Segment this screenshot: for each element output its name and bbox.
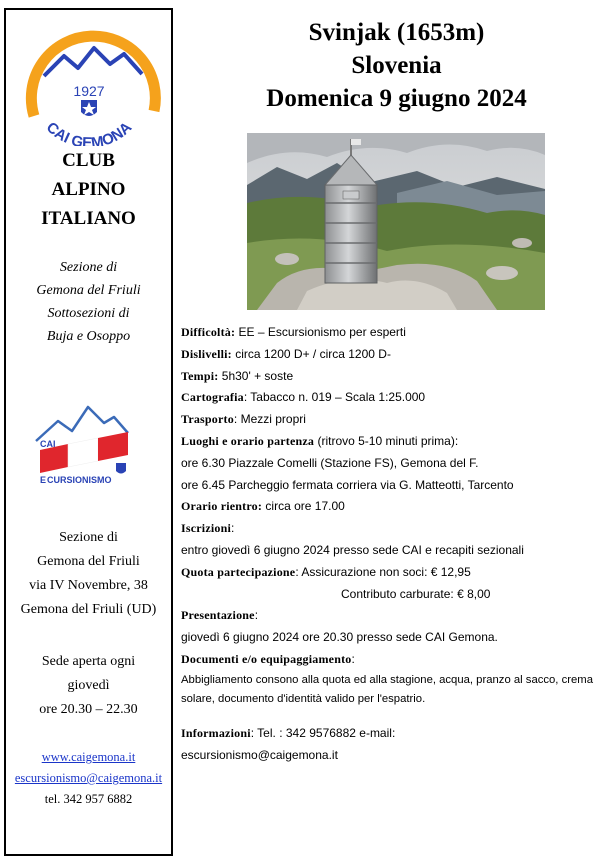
hours-line: ore 20.30 – 22.30	[39, 702, 138, 717]
cai-badge-icon	[81, 100, 97, 116]
informazioni-email: escursionismo@caigemona.it	[181, 747, 338, 762]
presentazione-label: Presentazione	[181, 608, 255, 623]
contributo-carburante: Contributo carburate: € 8,00	[341, 586, 491, 601]
cartografia-value: : Tabacco n. 019 – Scala 1:25.000	[243, 390, 426, 405]
documenti-row	[181, 649, 606, 671]
club-line: ITALIANO	[41, 208, 136, 229]
quota-row	[181, 562, 606, 584]
iscrizioni-row	[181, 518, 606, 540]
trasporto-label: Trasporto	[181, 412, 234, 427]
section-line: Sottosezioni di	[47, 306, 130, 321]
address-line: Gemona del Friuli (UD)	[20, 602, 157, 617]
informazioni-label: Informazioni	[181, 725, 251, 740]
country: Slovenia	[351, 52, 442, 79]
departure-2: ore 6.45 Parcheggio fermata corriera via G. Matteotti, Tarcento	[181, 477, 514, 492]
page-title: Svinjak (1653m)	[308, 19, 485, 46]
section-info	[6, 256, 171, 348]
departure-1: ore 6.30 Piazzale Comelli (Stazione FS), Gemona del F.	[181, 455, 479, 470]
quota-value: : Assicurazione non soci: € 12,95	[295, 564, 471, 579]
escurs-text: CURSIONISMO	[47, 475, 112, 485]
presentazione-row	[181, 605, 606, 627]
tempi-value: 5h30' + soste	[218, 368, 294, 383]
address-line: Gemona del Friuli	[37, 554, 140, 569]
difficolta-label: Difficoltà:	[181, 325, 236, 339]
difficolta-row	[181, 322, 606, 344]
rientro-label: Orario rientro:	[181, 499, 263, 514]
escurs-cai-text: CAI	[40, 439, 56, 449]
tempi-label: Tempi:	[181, 368, 219, 383]
quota-label: Quota partecipazione	[181, 564, 296, 579]
dislivelli-row	[181, 344, 606, 366]
cartografia-label: Cartografia	[181, 390, 244, 405]
difficolta-value: EE – Escursionismo per esperti	[235, 325, 406, 339]
logo-year: 1927	[73, 83, 105, 99]
sidebar	[4, 8, 173, 856]
opening-hours	[6, 650, 171, 722]
dislivelli-value: circa 1200 D+ / circa 1200 D-	[231, 346, 391, 361]
documenti-label: Documenti e/o equipaggiamento	[181, 651, 352, 666]
hours-line: giovedì	[67, 678, 110, 693]
section-line: Gemona del Friuli	[36, 283, 141, 298]
cai-small-badge-icon	[116, 463, 126, 474]
luoghi-row	[181, 431, 606, 453]
logo-name: CAI GEMONA	[42, 118, 136, 146]
email-link[interactable]: escursionismo@caigemona.it	[14, 771, 163, 785]
rientro-value: circa ore 17.00	[262, 499, 345, 514]
trasporto-row	[181, 409, 606, 431]
website-link[interactable]: www.caigemona.it	[41, 750, 136, 764]
cai-gemona-logo	[14, 16, 164, 146]
informazioni-row	[181, 723, 606, 745]
address	[6, 526, 171, 622]
summit-photo	[247, 133, 545, 310]
club-line: ALPINO	[51, 179, 126, 200]
club-line: CLUB	[62, 150, 115, 171]
presentazione-value: :	[254, 608, 259, 623]
cai-escursionismo-logo	[32, 397, 132, 489]
contacts	[6, 747, 171, 810]
dislivelli-label: Dislivelli:	[181, 346, 232, 361]
luoghi-value: (ritrovo 5-10 minuti prima):	[314, 433, 459, 448]
iscrizioni-text: entro giovedì 6 giugno 2024 presso sede CAI e recapiti sezionali	[181, 542, 524, 557]
hours-line: Sede aperta ogni	[41, 654, 136, 669]
iscrizioni-value: :	[231, 521, 235, 536]
address-line: via IV Novembre, 38	[29, 578, 148, 593]
trasporto-value: : Mezzi propri	[233, 412, 306, 427]
escurs-e-text: E	[40, 475, 47, 485]
iscrizioni-label: Iscrizioni	[181, 521, 231, 536]
presentazione-text: giovedì 6 giugno 2024 ore 20.30 presso sede CAI Gemona.	[181, 630, 498, 645]
tempi-row	[181, 366, 606, 388]
event-title	[182, 16, 611, 115]
luoghi-label: Luoghi e orario partenza	[181, 433, 315, 448]
event-details	[181, 322, 606, 766]
documenti-value: :	[351, 651, 355, 666]
section-line: Buja e Osoppo	[46, 329, 131, 344]
cartografia-row	[181, 387, 606, 409]
section-line: Sezione di	[59, 260, 118, 275]
phone: tel. 342 957 6882	[44, 792, 133, 806]
rientro-row	[181, 496, 606, 518]
informazioni-value: : Tel. : 342 9576882 e-mail:	[250, 725, 396, 740]
event-date: Domenica 9 giugno 2024	[266, 85, 527, 112]
club-name	[6, 146, 171, 233]
documenti-text: Abbigliamento consono alla quota ed alla stagione, acqua, pranzo al sacco, crema solare, documento d'identità valido per l'espatrio.	[181, 673, 593, 705]
address-line: Sezione di	[59, 530, 118, 545]
